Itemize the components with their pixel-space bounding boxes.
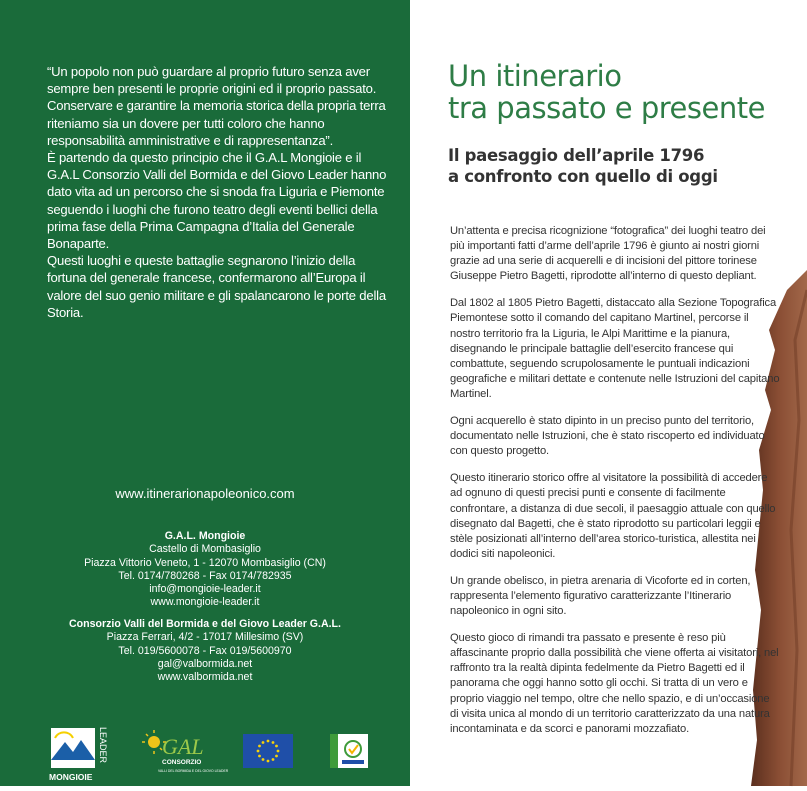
contact-website[interactable]: www.valbormida.net: [157, 671, 253, 684]
logo-strip: [0, 722, 410, 782]
contact-name: Consorzio Valli del Bormida e del Giovo Leader G.A.L.: [69, 618, 341, 630]
subtitle-line: a confronto con quello di oggi: [448, 167, 718, 186]
consorzio-logo-subtext: VALLI DEL BORMIDA E DEL GIOVO LEADER: [158, 769, 229, 773]
contact-email[interactable]: info@mongioie-leader.it: [149, 583, 261, 596]
contact-phone: Tel. 019/5600078 - Fax 019/5600970: [118, 644, 292, 657]
website-link[interactable]: www.itinerarionapoleonico.com: [115, 486, 295, 501]
intro-paragraph: Questi luoghi e queste battaglie segnarono l’inizio della fortuna del generale francese, confermarono all’Europa il valore del suo genio militare e gli spalancarono le porte della Storia.: [47, 253, 386, 320]
intro-quote: “Un popolo non può guardare al proprio futuro senza aver sempre ben presenti le proprie origini ed il proprio passato. Conservare e garantire la memoria storica della propria terra riteniamo sia un dovere per tutti coloro che hanno responsabilità amministrative e di rappresentanza”.: [47, 64, 386, 148]
title-line: tra passato e presente: [448, 91, 765, 125]
gal-logo-text: GAL: [162, 734, 204, 759]
page-title: [448, 60, 765, 124]
eu-flag-icon: [243, 734, 293, 768]
contact-name: G.A.L. Mongioie: [164, 530, 246, 542]
contact-phone: Tel. 0174/780268 - Fax 0174/782935: [118, 569, 292, 582]
right-panel: [410, 0, 807, 786]
contact-email[interactable]: gal@valbormida.net: [157, 657, 253, 670]
sun-icon: [140, 726, 229, 780]
body-paragraph: Questo gioco di rimandi tra passato e presente è reso più affascinante proprio dalla possibilità che viene offerta ai visitatori, nel raffronto tra la realtà dipinta fedelmente da Pietro Bagetti ed il panorama che oggi hanno sotto gli occhi. Si tratta di un vero e proprio viaggio nel tempo, oltre che nello spazio, e di un’occasione di visita unica al mondo di un territorio caratterizzato da una natura incontaminata e da scorci e panorami mozzafiato.: [450, 632, 779, 735]
mongioie-logo: [45, 724, 113, 782]
body-paragraph: Un grande obelisco, in pietra arenaria di Vicoforte ed in corten, rappresenta l’elemento figurativo caratterizzante l’Itinerario napoleonico in ogni sito.: [450, 574, 751, 618]
subtitle-line: Il paesaggio dell’aprile 1796: [448, 146, 705, 165]
mongioie-logo-icon: [45, 724, 113, 782]
body-paragraph: Ogni acquerello è stato dipinto in un preciso punto del territorio, documentato nelle Istruzioni, che è stato riscoperto ed individuato con questo progetto.: [450, 415, 765, 458]
leader-plus-icon: [330, 734, 368, 768]
title-line: Un itinerario: [448, 59, 622, 93]
eu-flag-logo: [243, 734, 293, 768]
contact-line: Castello di Mombasiglio: [149, 543, 261, 556]
contact-address: Piazza Vittorio Veneto, 1 - 12070 Mombasiglio (CN): [84, 556, 326, 569]
contact-website[interactable]: www.mongioie-leader.it: [150, 596, 260, 609]
gal-consorzio-logo: [140, 726, 229, 780]
intro-text: [47, 63, 392, 321]
contact-gal-mongioie: [0, 530, 410, 610]
body-paragraph: Un’attenta e precisa ricognizione “fotografica” dei luoghi teatro dei più importanti fatti d’arme dell’aprile 1796 è giunto ai nostri giorni grazie ad una serie di acquerelli e di incisioni del pittore torinese Giuseppe Pietro Bagetti, riprodotte all’interno di questo depliant.: [450, 225, 766, 283]
body-text: [450, 224, 780, 749]
page-subtitle: [448, 145, 718, 187]
contact-address: Piazza Ferrari, 4/2 - 17017 Millesimo (SV): [106, 631, 304, 644]
leader-logo-text: LEADER: [98, 727, 108, 764]
intro-paragraph: È partendo da questo principio che il G.A.L Mongioie e il G.A.L Consorzio Valli del Bormida e del Giovo Leader hanno dato vita ad un percorso che si snoda fra Liguria e Piemonte seguendo i luoghi che furono teatro degli eventi bellici della prima fase della Prima Campagna d’Italia del Generale Bonaparte.: [47, 150, 387, 252]
mongioie-logo-text: MONGIOIE: [49, 772, 93, 782]
consorzio-logo-text: CONSORZIO: [162, 759, 202, 766]
body-paragraph: Questo itinerario storico offre al visitatore la possibilità di accedere ad ognuno di questi precisi punti e consente di facilmente confrontare, a distanza di due secoli, il paesaggio attuale con quello disegnato dal Bagetti, che è stato riprodotto su particolari leggii e stèle posizionati all’interno dell’area storico-turistica, allestita nei dodici siti napoleonici.: [450, 472, 776, 560]
leader-plus-logo: [330, 734, 368, 768]
body-paragraph: Dal 1802 al 1805 Pietro Bagetti, distaccato alla Sezione Topografica Piemontese sotto il comando del capitano Martinel, percorse il nostro territorio fra la Liguria, le Alpi Marittime e la pianura, disegnando le principale battaglie dell’esercito francese qui combattute, seguendo scrupolosamente le puntuali indicazioni geografiche e militari dettate e contenute nelle Istruzioni del capitano Martinel.: [450, 297, 780, 400]
contact-consorzio: [0, 618, 410, 684]
